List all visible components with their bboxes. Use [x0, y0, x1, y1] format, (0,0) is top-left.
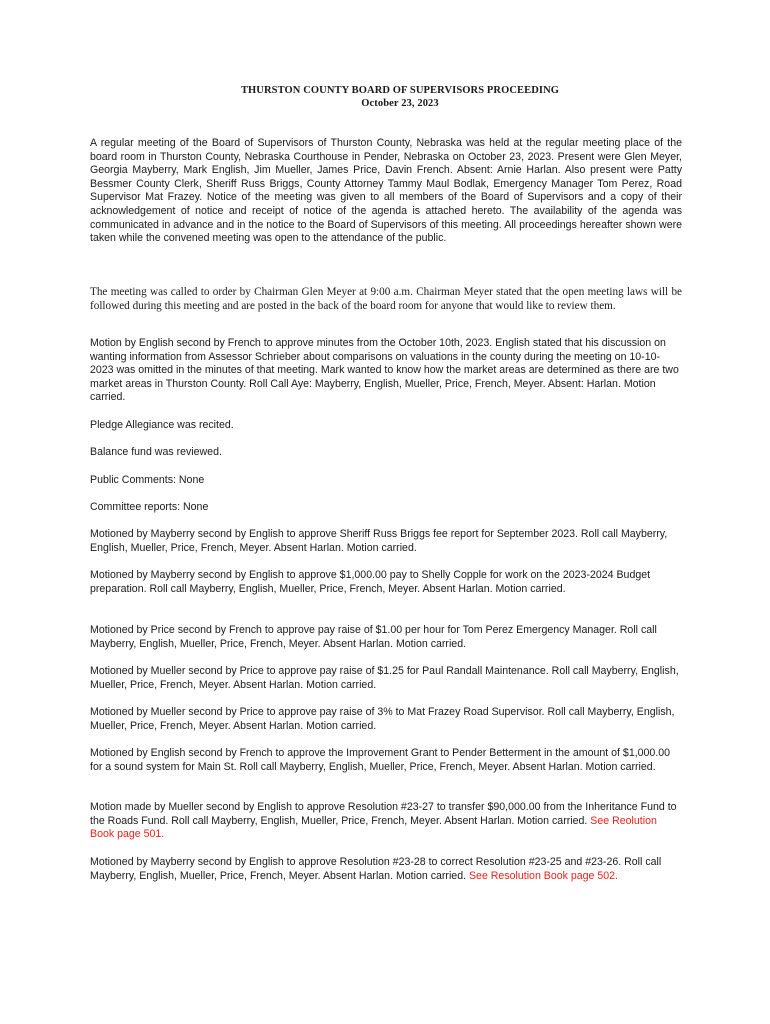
pledge-paragraph: Pledge Allegiance was recited. [90, 419, 234, 431]
resolution-23-28-text: Motioned by Mayberry second by English to approve Resolution #23-28 to correct Resolution #23-25 and #23-26. Roll call Mayberry, English, Mueller, Price, French, Meyer. Absent Harlan. Motion carried. [90, 856, 662, 882]
resolution-23-27-paragraph [90, 801, 682, 842]
minutes-motion-paragraph: Motion by English second by French to approve minutes from the October 10th, 2023. English stated that his discussion on wanting information from Assessor Schrieber about comparisons on valuations in the county during the meeting on 10-10-2023 was omitted in the minutes of that meeting. Mark wanted to know how the market areas are determined as there are two market areas in Thurston County. Roll Call Aye: Mayberry, English, Mueller, Price, French, Meyer. Absent: Harlan. Motion carried. [90, 337, 679, 404]
call-to-order-paragraph: The meeting was called to order by Chairman Glen Meyer at 9:00 a.m. Chairman Meyer stated that the open meeting laws will be followed during this meeting and are posted in the back of the board room for anyone that would like to review them. [90, 286, 682, 312]
public-comments-paragraph: Public Comments: None [90, 474, 205, 486]
randall-raise-motion-paragraph: Motioned by Mueller second by Price to approve pay raise of $1.25 for Paul Randall Maintenance. Roll call Mayberry, English, Mueller, Price, French, Meyer. Absent Harlan. Motion carried. [90, 665, 679, 691]
resolution-23-28-paragraph [90, 856, 682, 883]
resolution-23-28-reference: See Resolution Book page 502. [468, 869, 618, 882]
resolution-23-27-reference: See Reolution Book page 501. [90, 814, 657, 841]
frazey-raise-motion-paragraph: Motioned by Mueller second by Price to approve pay raise of 3% to Mat Frazey Road Supervisor. Roll call Mayberry, English, Mueller, Price, French, Meyer. Absent Harlan. Motion carried. [90, 706, 675, 732]
perez-raise-motion-paragraph: Motioned by Price second by French to approve pay raise of $1.00 per hour for Tom Perez Emergency Manager. Roll call Mayberry, English, Mueller, Price, French, Meyer. Absent Harlan. Motion carried. [90, 624, 657, 650]
committee-reports-paragraph: Committee reports: None [90, 501, 209, 513]
copple-pay-motion-paragraph: Motioned by Mayberry second by English to approve $1,000.00 pay to Shelly Copple for work on the 2023-2024 Budget preparation. Roll call Mayberry, English, Mueller, Price, French, Meyer. Absent Harlan. Motion carried. [90, 569, 651, 595]
improvement-grant-motion-paragraph: Motioned by English second by French to approve the Improvement Grant to Pender Betterment in the amount of $1,000.00 for a sound system for Main St. Roll call Mayberry, English, Mueller, Price, French, Meyer. Absent Harlan. Motion carried. [90, 747, 671, 773]
document-date: October 23, 2023 [361, 98, 439, 109]
opening-paragraph: A regular meeting of the Board of Supervisors of Thurston County, Nebraska was held at the regular meeting place of the board room in Thurston County, Nebraska Courthouse in Pender, Nebraska on October 23, 2023. Present were Glen Meyer, Georgia Mayberry, Mark English, Jim Mueller, James Price, Davin French. Absent: Arnie Harlan. Also present were Patty Bessmer County Clerk, Sheriff Russ Briggs, County Attorney Tammy Maul Bodlak, Emergency Manager Tom Perez, Road Supervisor Mat Frazey. Notice of the meeting was given to all members of the Board of Supervisors and a copy of their acknowledgement of notice and receipt of notice of the agenda is attached hereto. The availability of the agenda was communicated in advance and in the notice to the Board of Supervisors of this meeting. All proceedings hereafter shown were taken while the convened meeting was open to the attendance of the public. [90, 137, 682, 245]
document-title: THURSTON COUNTY BOARD OF SUPERVISORS PROCEEDING [240, 85, 560, 96]
sheriff-fee-motion-paragraph: Motioned by Mayberry second by English to approve Sheriff Russ Briggs fee report for September 2023. Roll call Mayberry, English, Mueller, Price, French, Meyer. Absent Harlan. Motion carried. [90, 528, 668, 554]
resolution-23-27-text: Motion made by Mueller second by English to approve Resolution #23-27 to transfer $90,000.00 from the Inheritance Fund to the Roads Fund. Roll call Mayberry, English, Mueller, Price, French, Meyer. Absent Harlan. Motion carried. [90, 801, 677, 827]
document-header [0, 84, 770, 110]
balance-fund-paragraph: Balance fund was reviewed. [90, 446, 222, 458]
